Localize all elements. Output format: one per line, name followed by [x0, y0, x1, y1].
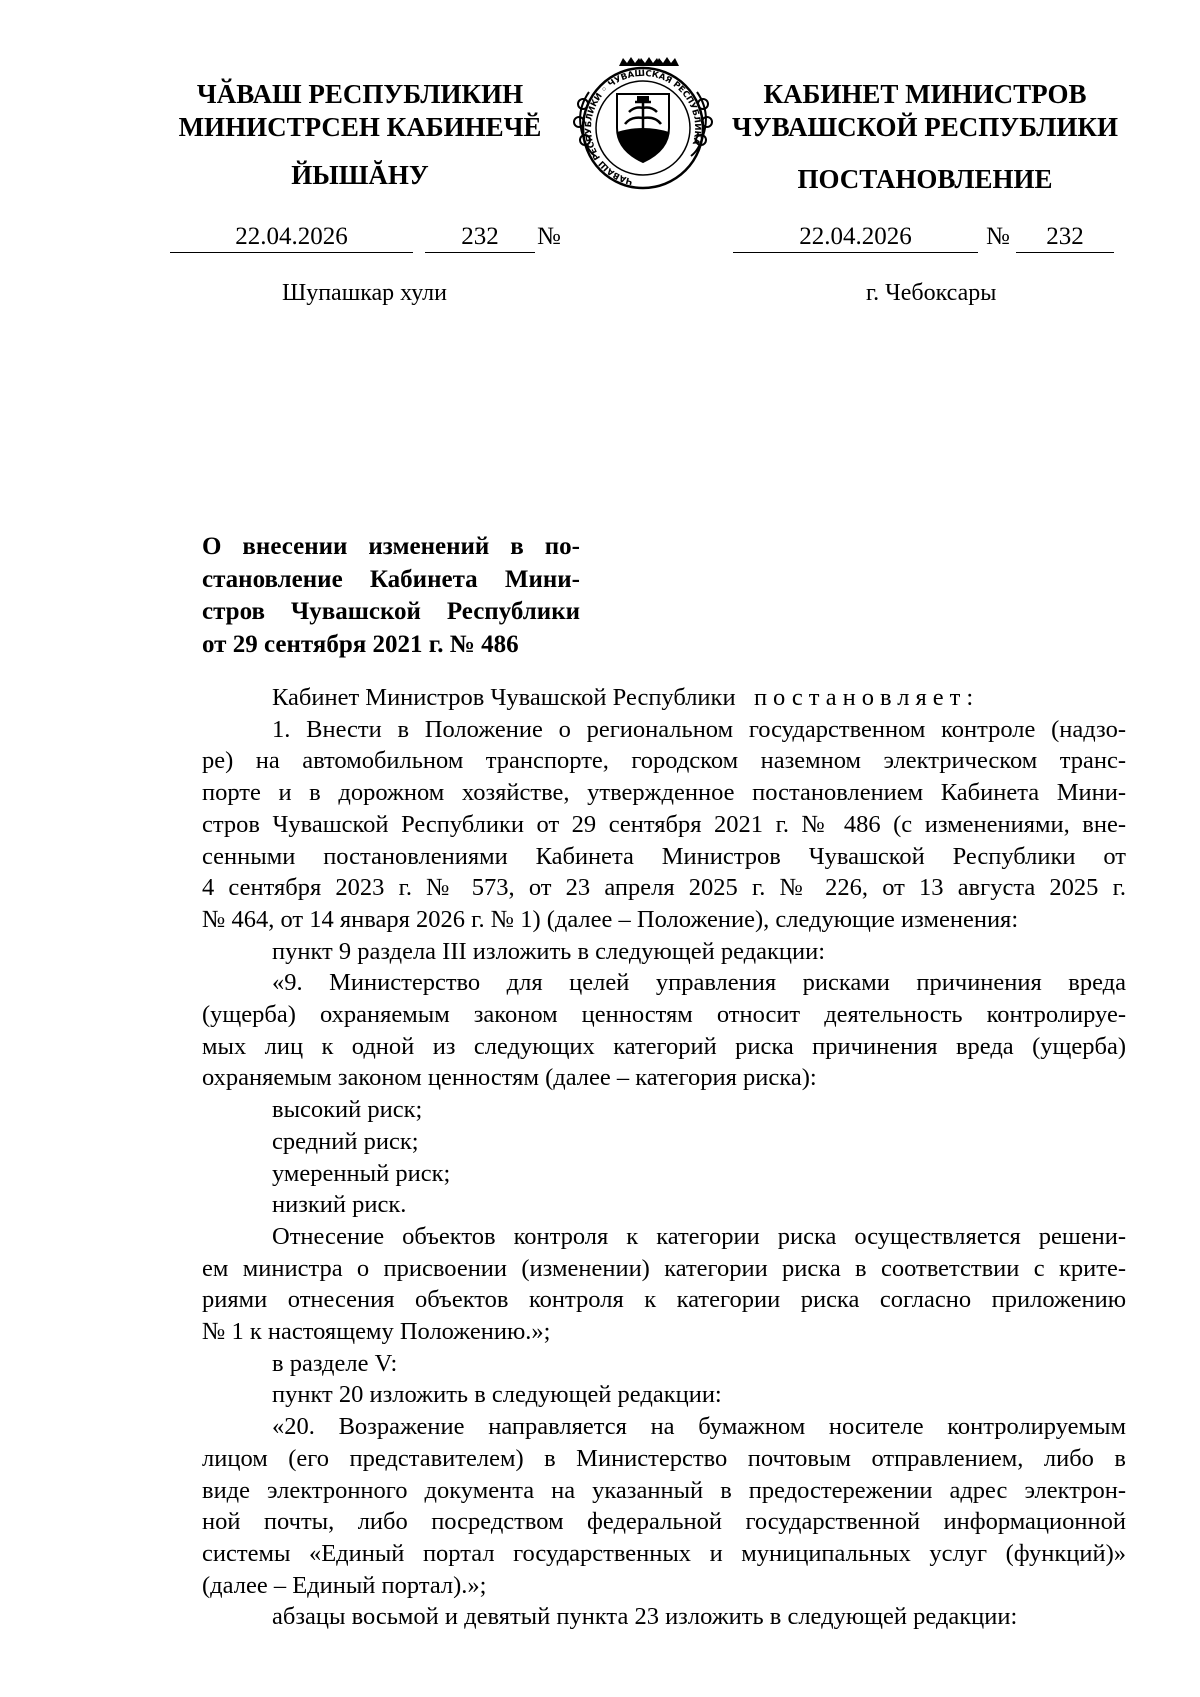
paragraph-1-line: порте и в дорожном хозяйстве, утвержденное постановлением Кабинета Мини-: [202, 779, 1126, 807]
risk-low: низкий риск.: [272, 1191, 407, 1219]
left-number: 232: [425, 222, 535, 253]
left-org-line2: МИНИСТРСЕН КАБИНЕЧӖ: [178, 112, 542, 142]
right-org-line1: КАБИНЕТ МИНИСТРОВ: [763, 79, 1087, 109]
paragraph-7-line: (далее – Единый портал).»;: [202, 1571, 487, 1599]
paragraph-4-line: риями отнесения объектов контроля к категории риска согласно приложению: [202, 1286, 1126, 1314]
paragraph-7-line: виде электронного документа на указанный в предостережении адрес электрон-: [202, 1476, 1126, 1504]
emblem-ring-text: ЧĂВАШ РЕСПУБЛИКИ ◦ ЧУВАШСКАЯ РЕСПУБЛИКА: [583, 68, 703, 186]
document-body: [202, 682, 1126, 1633]
right-number-sign: №: [986, 223, 1010, 250]
title-line: стров Чувашской Республики: [202, 598, 580, 625]
paragraph-1-line: ре) на автомобильном транспорте, городском наземном электрическом транс-: [202, 747, 1126, 775]
paragraph-1-line: 4 сентября 2023 г. № 573, от 23 апреля 2025 г. № 226, от 13 августа 2025 г.: [202, 874, 1126, 902]
paragraph-4-line: ем министра о присвоении (изменении) категории риска в соответствии с крите-: [202, 1254, 1126, 1282]
paragraph-7-line: лицом (его представителем) в Министерство почтовым отправлением, либо в: [202, 1444, 1126, 1472]
risk-high: высокий риск;: [272, 1096, 423, 1124]
intro-decree: постановляет:: [753, 684, 980, 711]
right-org-line2: ЧУВАШСКОЙ РЕСПУБЛИКИ: [732, 112, 1118, 142]
paragraph-7-line: системы «Единый портал государственных и муниципальных услуг (функций)»: [202, 1539, 1126, 1567]
left-number-sign: №: [537, 223, 561, 250]
left-org-name: [170, 78, 550, 144]
paragraph-3-line: охраняемым законом ценностям (далее – категория риска):: [202, 1064, 817, 1092]
right-doc-type: ПОСТАНОВЛЕНИЕ: [797, 164, 1053, 194]
paragraph-2: пункт 9 раздела III изложить в следующей редакции:: [272, 937, 826, 965]
risk-moderate: умеренный риск;: [272, 1159, 451, 1187]
paragraph-1-line: сенными постановлениями Кабинета Министров Чувашской Республики от: [202, 842, 1126, 870]
paragraph-6: пункт 20 изложить в следующей редакции:: [272, 1381, 722, 1409]
paragraph-7-line: ной почты, либо посредством федеральной государственной информационной: [202, 1508, 1126, 1536]
right-city: г. Чебоксары: [866, 280, 997, 306]
paragraph-1-line: № 464, от 14 января 2026 г. № 1) (далее – Положение), следующие изменения:: [202, 905, 1019, 933]
paragraph-7-line: «20. Возражение направляется на бумажном носителе контролируемым: [272, 1413, 1126, 1441]
paragraph-1-line: стров Чувашской Республики от 29 сентября 2021 г. № 486 (с изменениями, вне-: [202, 810, 1126, 838]
paragraph-3-line: «9. Министерство для целей управления рисками причинения вреда: [272, 969, 1126, 997]
document-title: [202, 531, 580, 661]
paragraph-8: абзацы восьмой и девятый пункта 23 изложить в следующей редакции:: [272, 1603, 1018, 1631]
title-line: О внесении изменений в по-: [202, 533, 580, 560]
title-line: становление Кабинета Мини-: [202, 565, 580, 593]
chuvash-coat-of-arms-icon: [567, 52, 719, 192]
paragraph-4-line: № 1 к настоящему Положению.»;: [202, 1318, 551, 1346]
left-doc-type: ЙЫШĂНУ: [291, 160, 429, 190]
title-line: от 29 сентября 2021 г. № 486: [202, 630, 519, 658]
right-org-name: [715, 78, 1135, 144]
risk-medium: средний риск;: [272, 1127, 419, 1155]
crown-icons: [619, 57, 679, 66]
paragraph-1-line: 1. Внести в Положение о региональном государственном контроле (надзо-: [272, 715, 1126, 743]
left-city: Шупашкар хули: [282, 280, 447, 306]
paragraph-5: в разделе V:: [272, 1349, 398, 1377]
intro-paragraph: [202, 682, 1126, 714]
left-date: 22.04.2026: [170, 222, 413, 253]
right-number: 232: [1016, 222, 1114, 253]
paragraph-3-line: мых лиц к одной из следующих категорий риска причинения вреда (ущерба): [202, 1032, 1126, 1060]
intro-text: Кабинет Министров Чувашской Республики: [272, 684, 736, 711]
right-date: 22.04.2026: [733, 222, 978, 253]
paragraph-4-line: Отнесение объектов контроля к категории риска осуществляется решени-: [272, 1222, 1126, 1250]
paragraph-3-line: (ущерба) охраняемым законом ценностям относит деятельность контролируе-: [202, 1001, 1126, 1029]
left-org-line1: ЧӐВАШ РЕСПУБЛИКИН: [196, 79, 524, 109]
